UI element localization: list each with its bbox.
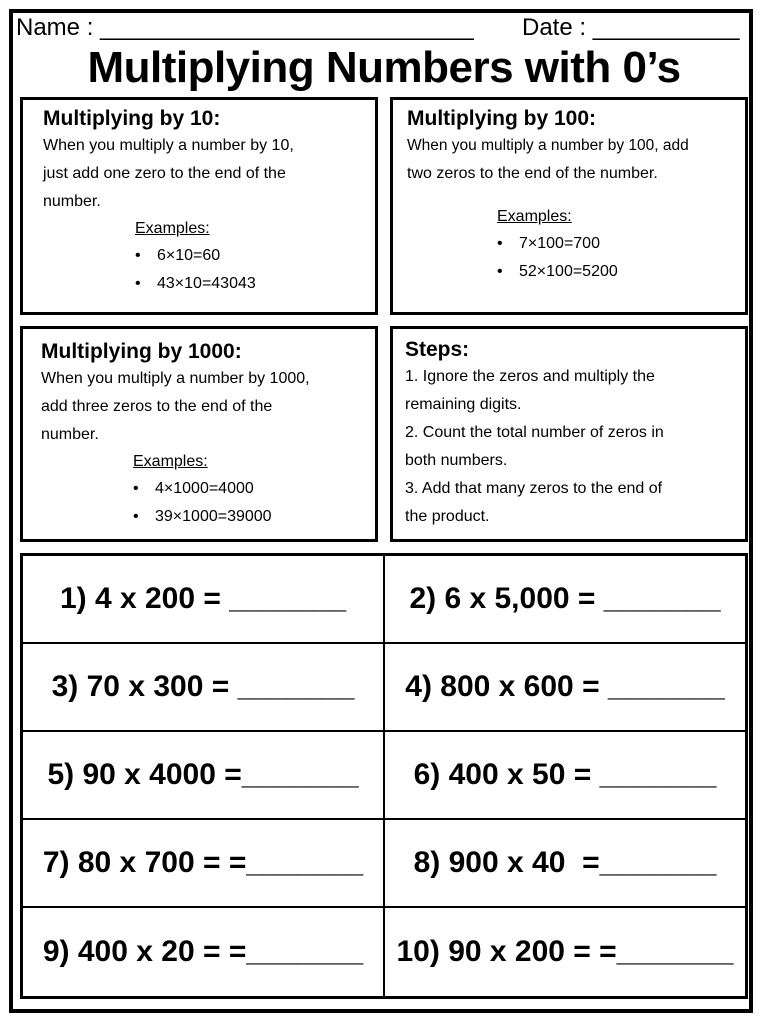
rule-box-by-100 [390,97,748,315]
problems-grid [20,553,748,999]
step-line: 3. Add that many zeros to the end of [405,480,663,497]
problem-2[interactable]: 2) 6 x 5,000 = _______ [385,556,745,644]
step-line: remaining digits. [405,396,522,413]
examples-list [135,242,375,298]
rule-text-line: number. [41,426,99,443]
rule-text-line: just add one zero to the end of the [43,165,286,182]
rule-box-by-1000 [20,326,378,542]
example-item: • 7×100=700 [497,230,745,258]
rule-text-line: two zeros to the end of the number. [407,165,658,182]
rule-text-line: When you multiply a number by 100, add [407,137,689,154]
step-line: 2. Count the total number of zeros in [405,424,664,441]
examples-label: Examples: [497,208,572,225]
problem-1[interactable]: 1) 4 x 200 = _______ [23,556,385,644]
problem-8[interactable]: 8) 900 x 40 =_______ [385,820,745,908]
problem-9[interactable]: 9) 400 x 20 = =_______ [23,908,385,996]
steps-box [390,326,748,542]
name-field[interactable]: Name : ____________________________ [16,14,474,41]
step-line: 1. Ignore the zeros and multiply the [405,368,655,385]
rule-text-line: number. [43,193,101,210]
problem-5[interactable]: 5) 90 x 4000 =_______ [23,732,385,820]
example-item: • 4×1000=4000 [133,475,375,503]
example-item: • 39×1000=39000 [133,503,375,531]
step-line: both numbers. [405,452,508,469]
examples-label: Examples: [133,453,208,470]
rule-text-line: add three zeros to the end of the [41,398,273,415]
problem-7[interactable]: 7) 80 x 700 = =_______ [23,820,385,908]
rule-heading: Multiplying by 10: [43,107,221,130]
page-title: Multiplying Numbers with 0’s [87,43,681,92]
problem-4[interactable]: 4) 800 x 600 = _______ [385,644,745,732]
rule-text-line: When you multiply a number by 10, [43,137,294,154]
steps-heading: Steps: [405,338,470,361]
rule-text-line: When you multiply a number by 1000, [41,370,310,387]
problem-10[interactable]: 10) 90 x 200 = =_______ [396,935,734,968]
step-line: the product. [405,508,490,525]
example-item: • 43×10=43043 [135,270,375,298]
examples-list [497,230,745,286]
problem-3[interactable]: 3) 70 x 300 = _______ [23,644,385,732]
rule-box-by-10 [20,97,378,315]
rule-heading: Multiplying by 1000: [41,340,242,363]
problem-6[interactable]: 6) 400 x 50 = _______ [385,732,745,820]
examples-label: Examples: [135,220,210,237]
examples-list [133,475,375,531]
example-item: • 6×10=60 [135,242,375,270]
example-item: • 52×100=5200 [497,258,745,286]
rule-heading: Multiplying by 100: [407,107,597,130]
date-field[interactable]: Date : ___________ [522,14,740,41]
